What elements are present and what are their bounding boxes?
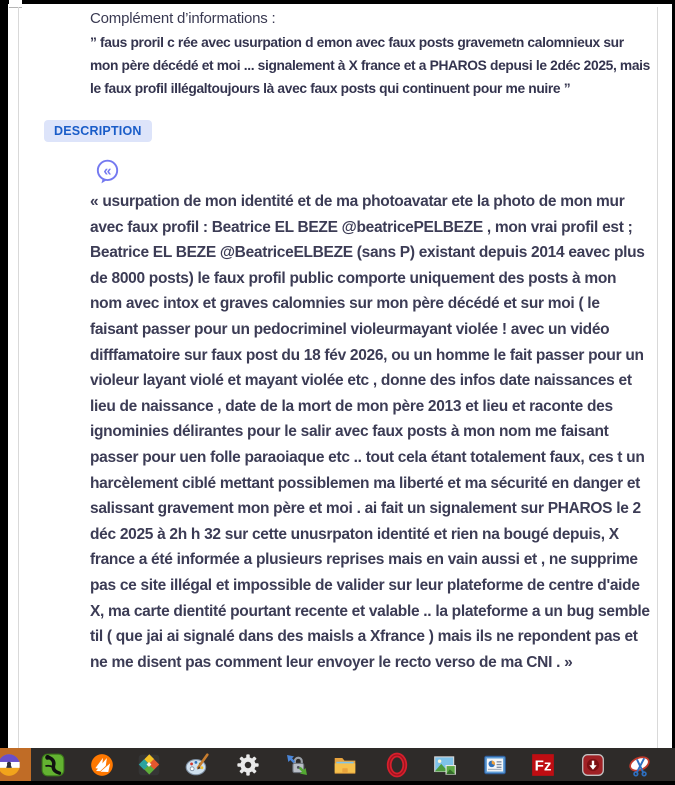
report-detail — [8, 4, 672, 748]
filezilla-icon[interactable] — [530, 752, 556, 778]
svg-text:«: « — [103, 163, 112, 180]
encrypted-sync-lock-icon[interactable] — [284, 752, 310, 778]
opera-browser-icon[interactable] — [384, 752, 410, 778]
complement-quote: ” faus proril c rée avec usurpation d emon avec faux posts gravemetn calomnieux sur mon père décédé et moi ... signalement à X france et a PHAROS depusi le 2déc 2025, mais le faux profil illégaltoujours là avec faux posts qui continuent pour me nuire ” — [90, 35, 650, 96]
description-badge: DESCRIPTION — [44, 120, 152, 142]
secure-browser-icon[interactable] — [0, 752, 22, 778]
image-viewer-mosaic-icon[interactable] — [136, 752, 162, 778]
video-downloader-icon[interactable] — [580, 752, 606, 778]
paint-icon[interactable] — [184, 752, 210, 778]
snipping-tool-icon[interactable] — [627, 752, 653, 778]
svg-text:Fz: Fz — [534, 757, 552, 775]
complement-label: Complément d’informations : — [90, 10, 276, 27]
photos-icon[interactable] — [432, 752, 458, 778]
quote-icon — [94, 158, 121, 185]
web-page — [8, 4, 672, 748]
description-body: « usurpation de mon identité et de ma photoavatar ete la photo de mon mur avec faux profil : Beatrice EL BEZE @beatricePELBEZE , mon vrai profil est ; Beatrice EL BEZE @BeatriceELBEZE (sans P) existant depuis 2014 eavec plus de 8000 posts) le faux profil public comporte uniquement des posts à mon nom avec intox et graves calomnies sur mon père décédé et sur moi ( le faisant passer pour un pedocriminel violeurmayant violée ! avec un vidéo difffamatoire sur faux post du 18 fév 2026, ou un homme le fait passer pour un violeur layant violé et mayant violée etc , donne des infos date naissances et lieu de naissance , date de la mort de mon père 2013 et lieu et raconte des ignominies délirantes pour le salir avec faux posts à mon nom me faisant passer pour uen folle paraoiaque etc .. tout cela étant totalement faux, ces t un harcèlement ciblé mettant possiblemen ma liberté et ma sécurité en danger et salissant gravement mon père et moi . ai fait un signalement sur PHAROS le 2 déc 2025 à 2h h 32 sur cette unusrpaton identité et rien na bougé depuis, X france a été informée a plusieurs reprises mais en vain aussi et , ne supprime pas ce site illégal et impossible de valider sur leur plateforme de centre d'aide X, ma carte dientité pourtant recente et valable .. la plateforme a un bug semble til ( que jai ai signalé dans des maisls a Xfrance ) mais ils ne repondent pas et ne me disent pas comment leur envoyer le recto verso de ma CNI . » — [90, 193, 650, 671]
settings-gear-icon[interactable] — [235, 752, 261, 778]
file-explorer-icon[interactable] — [332, 752, 358, 778]
taskbar — [0, 748, 675, 781]
avast-antivirus-icon[interactable] — [89, 752, 115, 778]
system-report-icon[interactable] — [482, 752, 508, 778]
gecko-app-icon[interactable] — [40, 752, 66, 778]
